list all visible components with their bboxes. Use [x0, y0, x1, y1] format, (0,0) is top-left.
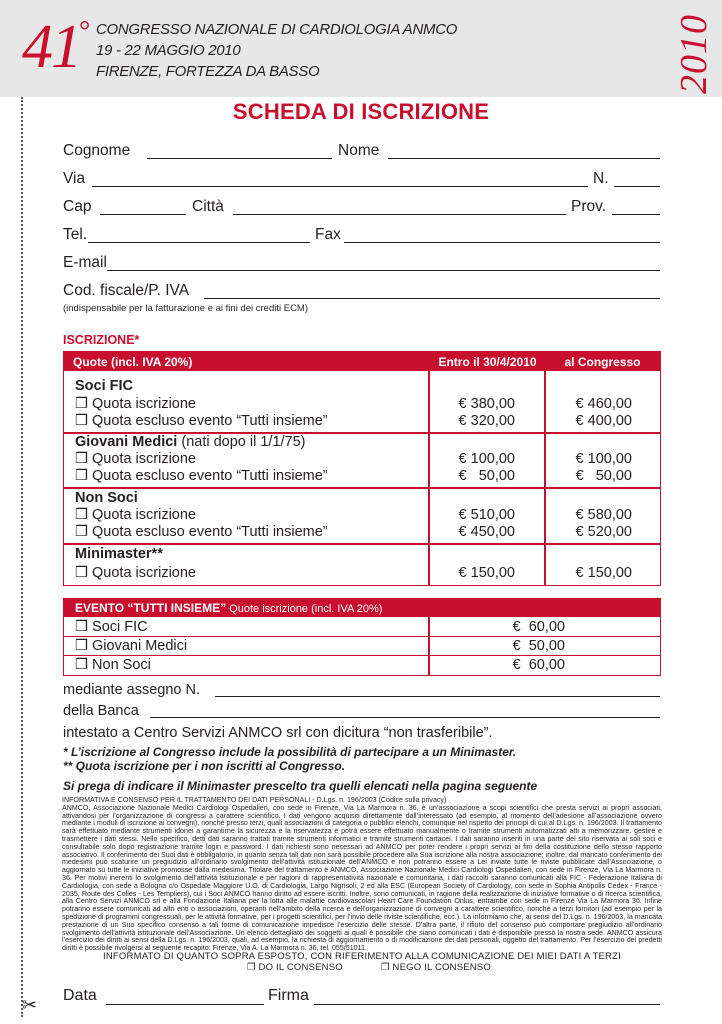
- price-congresso: € 50,00: [575, 468, 632, 484]
- group-note: (nati dopo il 1/1/75): [177, 434, 306, 450]
- group-minimaster: Minimaster**: [75, 546, 163, 562]
- privacy-notice: [62, 797, 662, 953]
- group-soci-fic: Soci FIC: [75, 378, 134, 394]
- via-field[interactable]: [92, 186, 588, 187]
- note-1: * L’iscrizione al Congresso include la possibilità di partecipare a un Minimaster.: [63, 745, 517, 759]
- year-text: 2010: [673, 14, 715, 94]
- citta-label: Città: [192, 198, 224, 215]
- price-entro: € 510,00: [458, 507, 515, 523]
- firma-field[interactable]: [314, 1004, 660, 1005]
- option-evento-soci-fic[interactable]: ❒ Soci FIC: [75, 619, 148, 635]
- col-quote: Quote (incl. IVA 20%): [73, 355, 193, 369]
- via-label: Via: [63, 170, 86, 187]
- evento-title-row: [75, 599, 382, 618]
- price-entro: € 320,00: [458, 413, 515, 429]
- citta-field[interactable]: [233, 214, 566, 215]
- price-congresso: € 460,00: [575, 396, 632, 412]
- evento-price: € 60,00: [512, 619, 565, 635]
- banca-field[interactable]: [150, 717, 660, 718]
- consent-no[interactable]: ❒ NEGO IL CONSENSO: [381, 962, 491, 973]
- cap-label: Cap: [63, 198, 92, 215]
- price-congresso: € 580,00: [575, 507, 632, 523]
- year-vertical: [668, 12, 720, 98]
- codfisc-label: Cod. fiscale/P. IVA: [63, 282, 190, 299]
- price-congresso: € 520,00: [575, 524, 632, 540]
- option-soci-fic-quota[interactable]: ❒ Quota iscrizione: [75, 396, 196, 412]
- assegno-field[interactable]: [215, 696, 660, 697]
- cognome-field[interactable]: [147, 158, 332, 159]
- prov-label: Prov.: [571, 198, 607, 215]
- price-entro: € 380,00: [458, 396, 515, 412]
- col-congresso: al Congresso: [564, 355, 641, 369]
- cap-field[interactable]: [100, 214, 186, 215]
- price-entro: € 450,00: [458, 524, 515, 540]
- evento-rule: [63, 655, 661, 656]
- data-field[interactable]: [106, 1004, 264, 1005]
- consent-yes[interactable]: ❒ DO IL CONSENSO: [247, 962, 343, 973]
- nome-label: Nome: [338, 142, 380, 159]
- n-label: N.: [593, 170, 609, 187]
- privacy-heading: INFORMATIVA E CONSENSO PER IL TRATTAMENTO DEI DATI PERSONALI - D.Lgs. n. 196/2003 (Codice sulla privacy): [62, 796, 447, 804]
- tel-label: Tel.: [63, 226, 88, 243]
- option-giovani-quota[interactable]: ❒ Quota iscrizione: [75, 451, 196, 467]
- evento-divider: [428, 617, 430, 676]
- price-congresso: € 150,00: [575, 565, 632, 581]
- assegno-label: mediante assegno N.: [63, 682, 201, 698]
- cut-line: [21, 97, 23, 1017]
- firma-label: Firma: [268, 987, 309, 1004]
- evento-rule: [63, 636, 661, 637]
- option-evento-non-soci[interactable]: ❒ Non Soci: [75, 657, 151, 673]
- option-nonsoci-quota[interactable]: ❒ Quota iscrizione: [75, 507, 196, 523]
- evento-price: € 60,00: [512, 657, 565, 673]
- col-entro: Entro il 30/4/2010: [438, 355, 537, 369]
- price-entro: € 150,00: [458, 565, 515, 581]
- option-evento-giovani[interactable]: ❒ Giovani Medici: [75, 638, 188, 654]
- banca-label: della Banca: [63, 703, 139, 719]
- prov-field[interactable]: [612, 214, 660, 215]
- note-2: ** Quota iscrizione per i non iscritti al Congresso.: [63, 759, 346, 773]
- form-title: SCHEDA DI ISCRIZIONE: [232, 99, 490, 124]
- congress-dates: 19 - 22 MAGGIO 2010: [96, 42, 241, 59]
- price-entro: € 50,00: [458, 468, 515, 484]
- tel-field[interactable]: [88, 242, 310, 243]
- note-3: Si prega di indicare il Minimaster prescelto tra quelli elencati nella pagina seguente: [63, 779, 538, 793]
- option-giovani-escluso[interactable]: ❒ Quota escluso evento “Tutti insieme”: [75, 468, 328, 484]
- price-congresso: € 400,00: [575, 413, 632, 429]
- price-entro: € 100,00: [458, 451, 515, 467]
- group-name: Giovani Medici: [75, 434, 178, 450]
- evento-price: € 50,00: [512, 638, 565, 654]
- table-rule: [63, 487, 661, 489]
- cognome-label: Cognome: [63, 142, 131, 159]
- consent-text: INFORMATO DI QUANTO SOPRA ESPOSTO, CON RIFERIMENTO ALLA COMUNICAZIONE DEI MIEI DATI A TERZI: [103, 951, 621, 962]
- nome-field[interactable]: [388, 158, 660, 159]
- price-congresso: € 100,00: [575, 451, 632, 467]
- congress-name: CONGRESSO NAZIONALE DI CARDIOLOGIA ANMCO: [96, 21, 458, 38]
- option-soci-fic-escluso[interactable]: ❒ Quota escluso evento “Tutti insieme”: [75, 413, 328, 429]
- codfisc-note: (indispensabile per la fatturazione e ai fini dei crediti ECM): [63, 303, 309, 314]
- email-field[interactable]: [107, 270, 660, 271]
- group-giovani-medici: [75, 434, 306, 451]
- n-field[interactable]: [614, 186, 660, 187]
- iscrizione-heading: ISCRIZIONE*: [63, 333, 140, 347]
- privacy-body: ANMCO, Associazione Nazionale Medici Cardiologi Ospedalieri, con sede in Firenze, Via La Marmora n. 36, è un’associazione a scopi scientifici che presta servizi ai propri associati, attivandosi per l’organizzazione di congressi a carattere scientifico. I dati vengono acquisiti direttamente dall’interessato (ad esempio, al momento dell’adesione all’associazione ovvero mediante i moduli di iscrizione ai convegni), nonché presso terzi, quali associazioni di categoria o pubblici elenchi, comunque nel rispetto dei principi di cui al D.Lgs. n. 196/2003. Il trattamento sarà effettuato mediante strumenti idonei a garantirne la sicurezza e la riservatezza e potrà essere effettuato manualmente o tramite strumenti automatizzati atti a memorizzare, gestire e trasmettere i dati stessi. Nello specifico, detti dati saranno trattati tramite strumenti informatici e tramite strumenti cartacei. I dati saranno inseriti in una parte del sito riservata ai soli soci e consultabile solo dopo registrazione tramite login e password. I dati richiesti sono necessari ad ANMCO per poter rendere i propri servizi ai fini della costituzione dello stesso rapporto associativo. Il conferimento dei Suoi dati è obbligatorio, in quanto senza tali dati non sarà possibile procedere alla Sua iscrizione alla nostra associazione; inoltre, dal mancato conferimento dei medesimi può scaturire un pregiudizio all’ordinario svolgimento dell’attività istituzionale dell’ANMCO e non potranno essere a Lei inviate tutte le riviste pubblicate dall’Associazione, o aggiornato su tutte le iniziative promosse dalla medesima. Titolare del trattamento è ANMCO, Associazione Nazionale Medici Cardiologi Ospedalieri, con sede in Firenze, Via La Marmora n. 36. Per motivi inerenti lo svolgimento dell’attività istituzionale e per ragioni di rappresentatività nazionale e comunitaria, i dati raccolti saranno comunicati alla FIC - Federazione Italiana di Cardiologia, con sede a Bologna c/o Ospedale Maggiore U.O. di Cardiologia, Largo Nigrisoli, 2 ed alla ESC (European Society of Cardiology, con sede in Sophia Antipolis Cedex - France - 2035, Route des Colles - Les Templiers), cui i Soci ANMCO hanno diritto ad essere iscritti. Inoltre, sono comunicati, in ragione della realizzazione di iniziative formative o di ricerca scientifica, alla Centro Servizi ANMCO srl e alla Fondazione Italiana per la lotta alle malattie cardiovascolari Heart Care Foundation Onlus, entrambe con sede in Firenze Via La Marmora 36. Infine potranno essere comunicati ad altri enti o associazioni, operanti nell’ambito della ricerca e dell’organizzazione di convegni a carattere scientifico, nonché a terzi fornitori (ad esempio per la spedizione di programmi congressuali, per le attività formative, per i progetti scientifici, per l’invio delle riviste scientifiche, ecc.). La informiamo che, ai sensi del D.Lgs. n. 196/2003, la mancata prestazione di un Suo specifico consenso a tali forme di comunicazione impedisce l’esercizio delle stesse. D’altra parte, il rifiuto del consenso può comportare pregiudizio all’ordinario svolgimento dell’attività istituzionale dell’Associazione. Un elenco dettagliato dei soggetti ai quali è possibile che siano comunicati i dati è disponibile presso la nostra sede. ANMCO assicura l’esercizio dei diritti ai sensi della D.Lgs. n. 196/2003, quali, ad esempio, la richiesta di aggiornamento o di modificazione dei dati personali, oggetto del trattamento. Per l’esercizio dei predetti diritti è possibile rivolgersi al seguente recapito: Firenze, Via A. La Marmora n. 36, tel. 055/51011.: [62, 803, 662, 953]
- option-minimaster-quota[interactable]: ❒ Quota iscrizione: [75, 565, 196, 581]
- fax-label: Fax: [315, 226, 341, 243]
- codfisc-field[interactable]: [204, 298, 660, 299]
- email-label: E-mail: [63, 254, 107, 271]
- intestato-text: intestato a Centro Servizi ANMCO srl con dicitura “non trasferibile”.: [63, 725, 493, 741]
- fax-field[interactable]: [344, 242, 660, 243]
- edition-degree: °: [79, 16, 91, 47]
- scissors-icon: ✂: [22, 995, 38, 1015]
- edition-number: 41: [22, 13, 80, 81]
- table-rule: [63, 543, 661, 545]
- option-nonsoci-escluso[interactable]: ❒ Quota escluso evento “Tutti insieme”: [75, 524, 328, 540]
- evento-title: EVENTO “TUTTI INSIEME”: [75, 601, 227, 615]
- data-label: Data: [63, 987, 97, 1004]
- evento-subtitle: Quote iscrizione (incl. IVA 20%): [226, 603, 383, 615]
- group-non-soci: Non Soci: [75, 490, 138, 506]
- congress-venue: FIRENZE, FORTEZZA DA BASSO: [96, 63, 320, 80]
